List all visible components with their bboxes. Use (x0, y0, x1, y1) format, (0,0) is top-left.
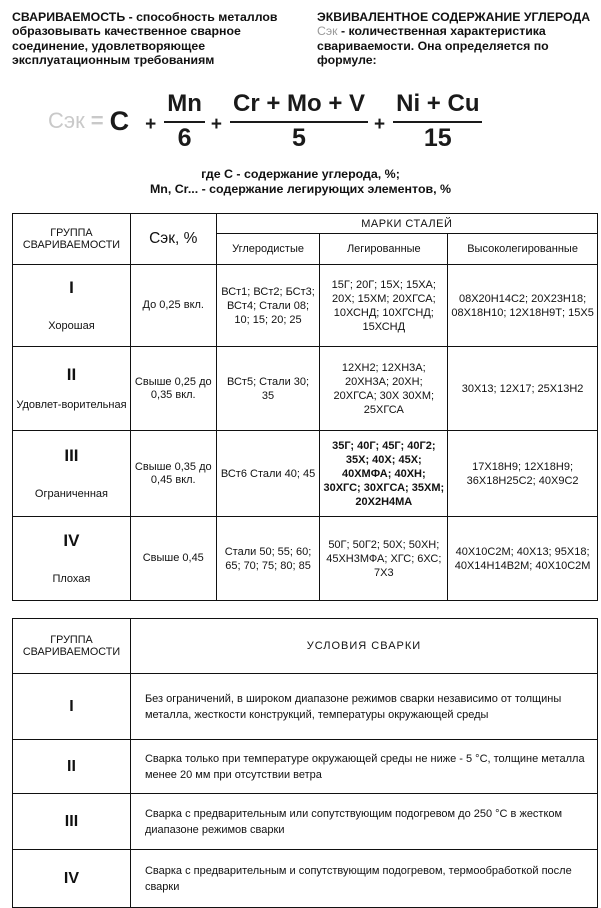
header-high-alloyed-steels: Высоколегированные (448, 234, 598, 265)
group-roman: III (64, 446, 79, 465)
group-roman: I (69, 278, 74, 297)
alloyed-steels-cell: 35Г; 40Г; 45Г; 40Г2; 35Х; 40Х; 45Х; 40ХМФА; 40ХН; 30ХГС; 30ХГСА; 35ХМ; 20Х2Н4МА (320, 431, 448, 517)
fraction-denominator: 5 (230, 121, 368, 153)
table-row (13, 265, 598, 347)
welding-condition-text: Сварка с предварительным и сопутствующим подогревом, термообработкой после сварки (130, 850, 597, 908)
group-cell (13, 347, 131, 431)
high-alloyed-steels-cell: 30Х13; 12Х17; 25Х13Н2 (448, 347, 598, 431)
fraction-denominator: 6 (164, 121, 205, 153)
note-carbon: где С - содержание углерода, %; (201, 167, 400, 181)
group-cell (13, 265, 131, 347)
ceq-cell: Свыше 0,35 до 0,45 вкл. (130, 431, 216, 517)
carbon-steels-cell: ВСт5; Стали 30; 35 (216, 347, 320, 431)
table-row (13, 740, 598, 794)
group-name: Плохая (52, 573, 91, 585)
table-row (13, 674, 598, 740)
formula-plus: + (210, 114, 222, 135)
formula-plus: + (374, 114, 386, 135)
alloyed-steels-cell: 15Г; 20Г; 15Х; 15ХА; 20Х; 15ХМ; 20ХГСА; 10ХСНД; 10ХГСНД; 15ХСНД (320, 265, 448, 347)
high-alloyed-steels-cell: 08Х20Н14С2; 20Х23Н18; 08Х18Н10; 12Х18Н9Т; 15Х5 (448, 265, 598, 347)
formula-equals: = (90, 108, 104, 133)
alloyed-steels-cell: 50Г; 50Г2; 50Х; 50ХН; 45ХН3МФА; ХГС; 6ХС; 7Х3 (320, 517, 448, 601)
group-roman: IV (63, 531, 80, 550)
ceq-cell: Свыше 0,45 (130, 517, 216, 601)
alloyed-steels-cell: 12ХН2; 12ХН3А; 20ХН3А; 20ХН; 20ХГСА; 30Х 30ХМ; 25ХГСА (320, 347, 448, 431)
group-roman: II (66, 365, 77, 384)
header-alloyed-steels: Легированные (320, 234, 448, 265)
fraction-numerator: Cr + Mo + V (232, 89, 366, 117)
welding-condition-text: Без ограничений, в широком диапазоне режимов сварки независимо от толщины металла, жесткости конструкций, температуры окружающей среды (130, 674, 597, 740)
header-welding-conditions: УСЛОВИЯ СВАРКИ (130, 619, 597, 674)
welding-condition-text: Сварка только при температуре окружающей среды не ниже - 5 °С, толщине металла менее 20 мм при отсутствии ветра (130, 740, 597, 794)
welding-condition-text: Сварка с предварительным или сопутствующим подогревом до 250 °С в жестком диапазоне режимов сварки (130, 794, 597, 850)
group-cell (13, 431, 131, 517)
group-roman: III (13, 794, 131, 850)
header-group: ГРУППА СВАРИВАЕМОСТИ (13, 619, 131, 674)
intro-carbon-equivalent-definition (317, 10, 599, 67)
group-roman: II (13, 740, 131, 794)
fraction-numerator: Mn (167, 89, 202, 117)
table-row (13, 431, 598, 517)
formula-fraction-cr-mo-v (230, 90, 368, 153)
welding-conditions-table (12, 618, 598, 908)
carbon-steels-cell: ВСт6 Стали 40; 45 (216, 431, 320, 517)
table-row (13, 850, 598, 908)
formula-carbon-term: С (109, 105, 130, 136)
weldability-definition-text: - способность металлов образовывать качественное сварное соединение, удовлетворяющее эксплуатационным требованиям (12, 10, 278, 67)
carbon-equivalent-definition-text: - количественная характеристика свариваемости. Она определяется по формуле: (317, 24, 549, 67)
carbon-equivalent-term: ЭКВИВАЛЕНТНОЕ СОДЕРЖАНИЕ УГЛЕРОДА (317, 10, 591, 24)
note-alloying-elements: Mn, Cr... - содержание легирующих элементов, % (149, 182, 452, 196)
group-roman: I (13, 674, 131, 740)
group-name: Удовлет-ворительная (16, 399, 127, 411)
fraction-numerator: Ni + Cu (396, 89, 480, 117)
carbon-equivalent-formula (48, 86, 588, 156)
formula-notes (0, 167, 601, 197)
group-cell (13, 517, 131, 601)
ceq-cell: До 0,25 вкл. (130, 265, 216, 347)
table-row (13, 517, 598, 601)
high-alloyed-steels-cell: 17Х18Н9; 12Х18Н9; 36Х18Н25С2; 40Х9С2 (448, 431, 598, 517)
header-ceq: Сэк, % (130, 214, 216, 265)
group-name: Ограниченная (34, 488, 108, 500)
group-roman: IV (13, 850, 131, 908)
header-group: ГРУППА СВАРИВАЕМОСТИ (13, 214, 131, 265)
carbon-equivalent-symbol: Сэк (317, 24, 338, 39)
weldability-grades-table (12, 213, 598, 601)
formula-lhs: Сэк (48, 108, 85, 133)
table-row (13, 347, 598, 431)
formula-plus: + (145, 114, 157, 135)
high-alloyed-steels-cell: 40Х10С2М; 40Х13; 95Х18; 40Х14Н14В2М; 40Х10С2М (448, 517, 598, 601)
group-name: Хорошая (48, 320, 95, 332)
header-carbon-steels: Углеродистые (216, 234, 320, 265)
table-row (13, 794, 598, 850)
fraction-denominator: 15 (393, 121, 482, 153)
intro-weldability-definition (12, 10, 302, 67)
weldability-term: СВАРИВАЕМОСТЬ (12, 10, 126, 24)
formula-fraction-ni-cu (393, 90, 482, 153)
carbon-steels-cell: ВСт1; ВСт2; БСт3; ВСт4; Стали 08; 10; 15; 20; 25 (216, 265, 320, 347)
formula-fraction-mn (164, 90, 205, 153)
carbon-steels-cell: Стали 50; 55; 60; 65; 70; 75; 80; 85 (216, 517, 320, 601)
ceq-cell: Свыше 0,25 до 0,35 вкл. (130, 347, 216, 431)
header-steel-marks: МАРКИ СТАЛЕЙ (216, 214, 597, 234)
